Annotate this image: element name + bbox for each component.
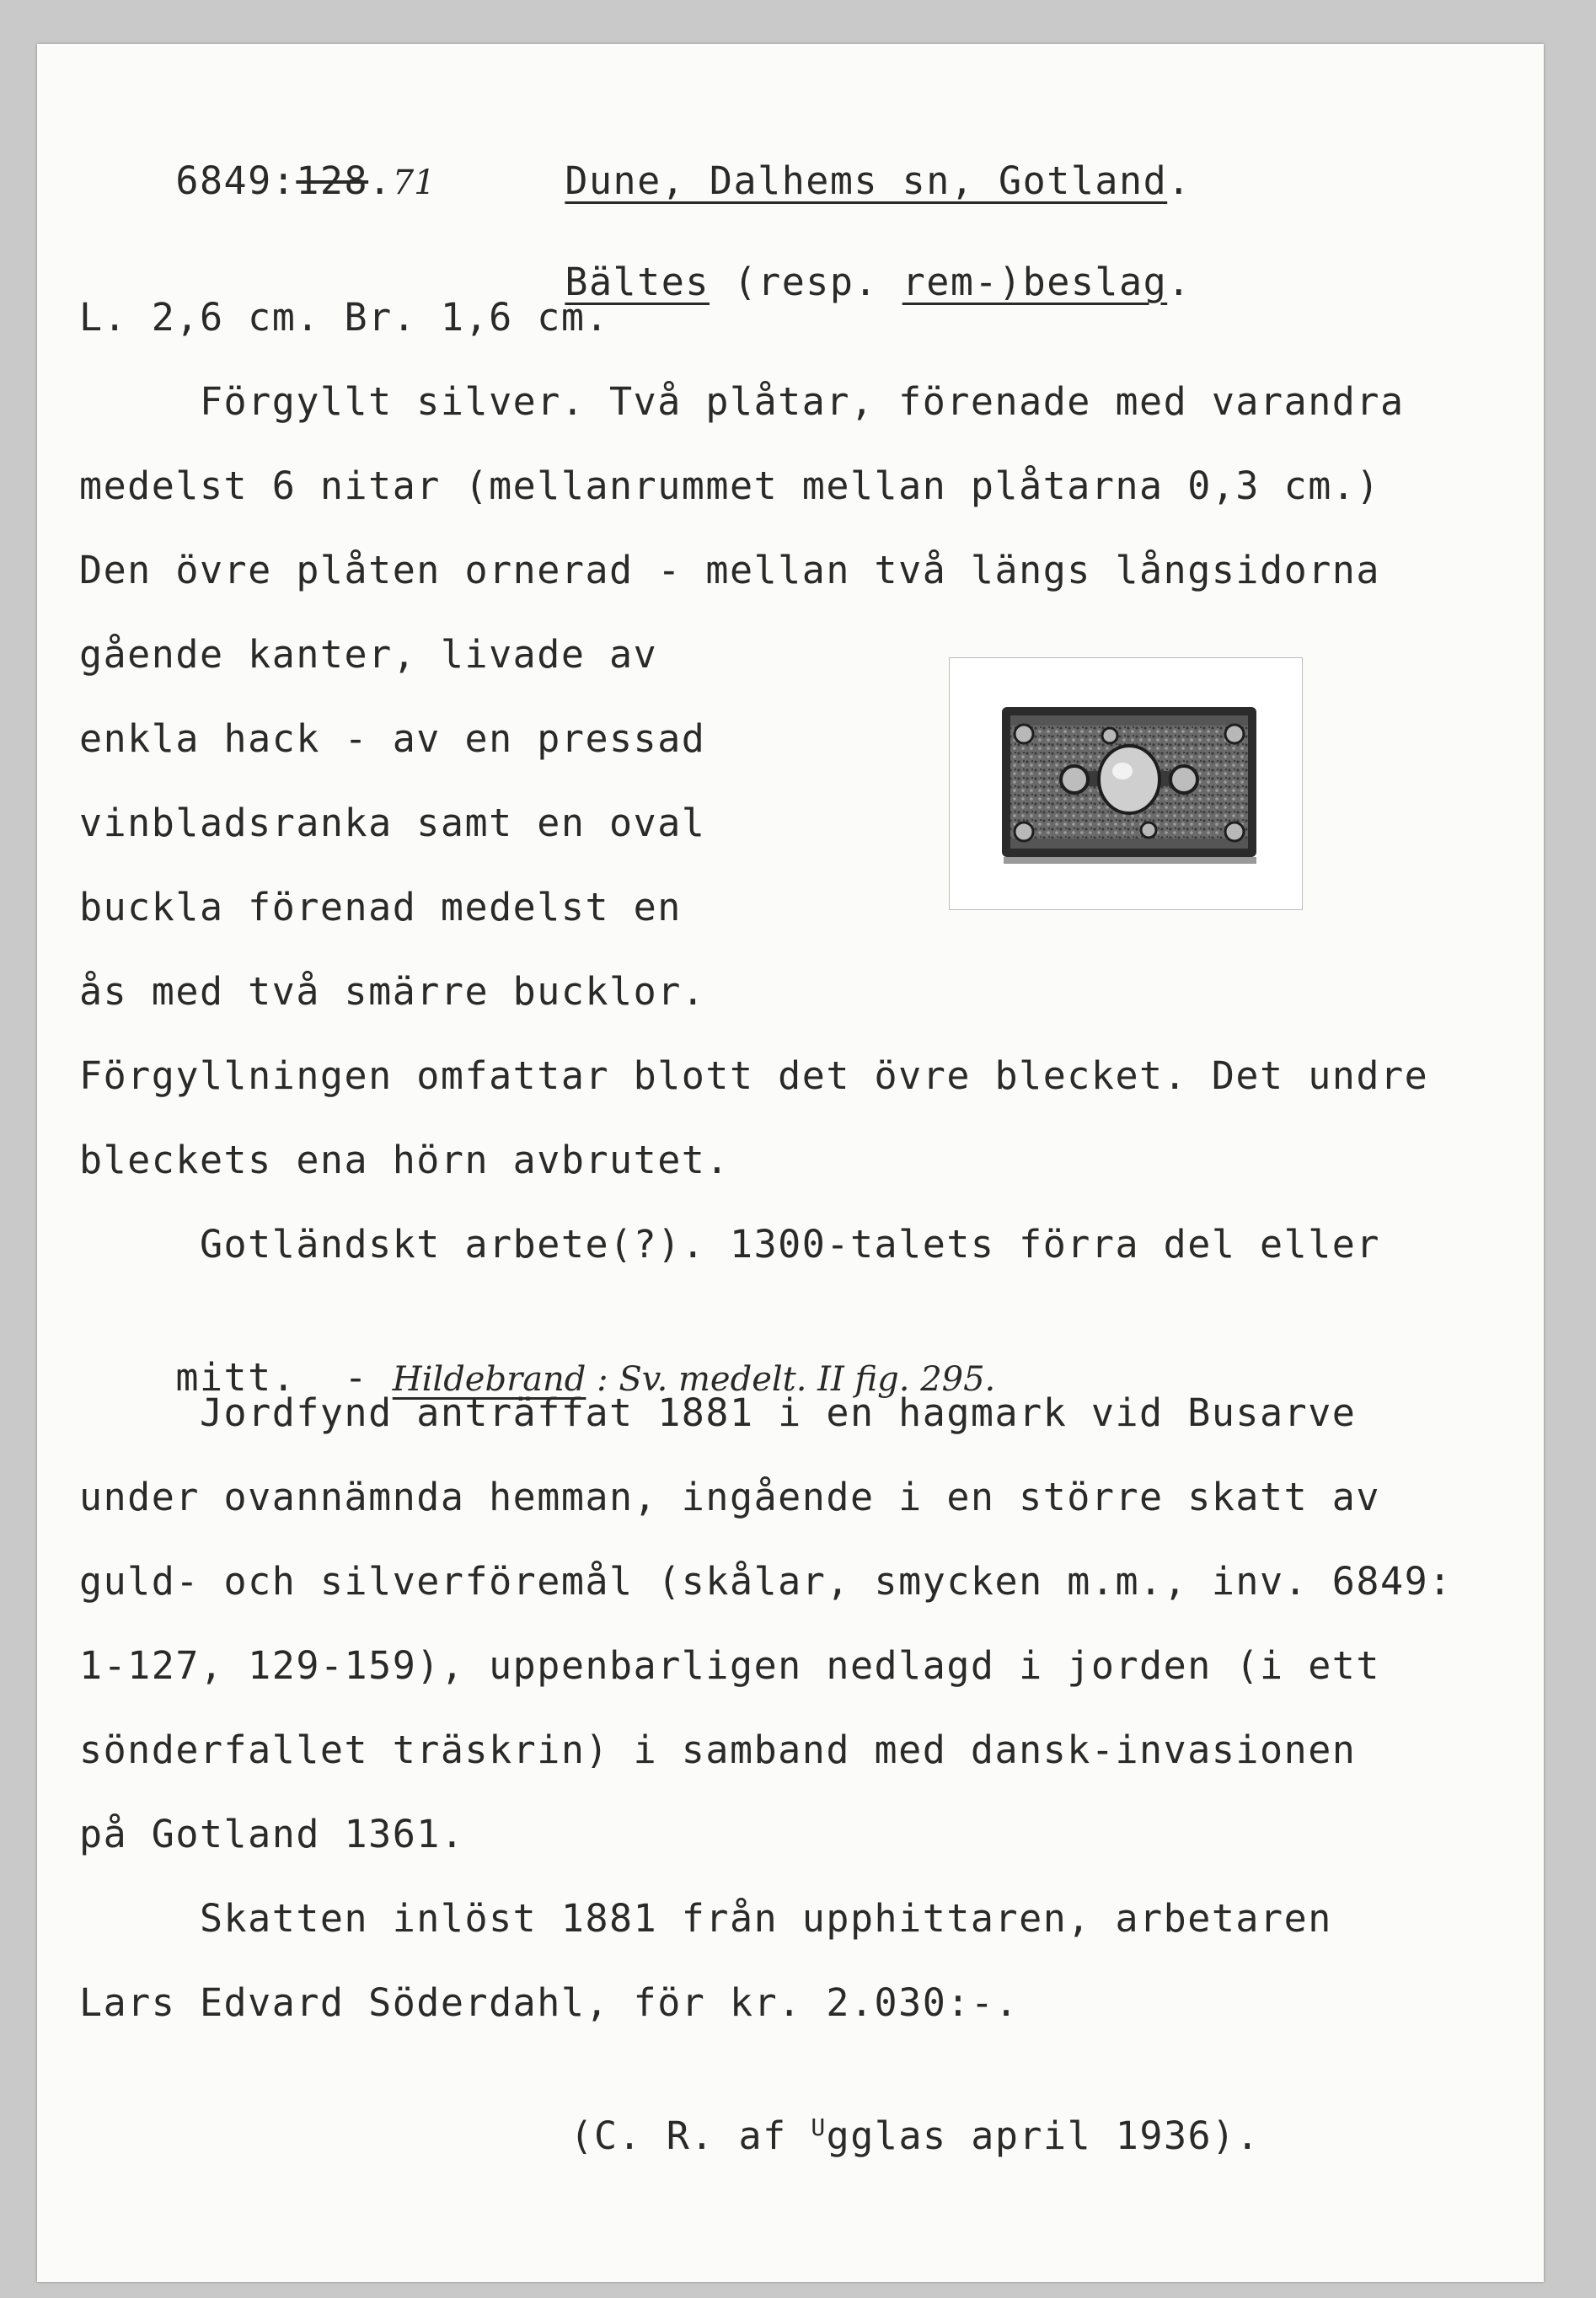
body-line: Förgyllningen omfattar blott det övre blecket. Det undre — [79, 1053, 1429, 1098]
find-location: Dune, Dalhems sn, Gotland — [565, 158, 1168, 203]
inventory-number-struck: 128 — [296, 158, 369, 203]
reference-typed: mitt. - — [175, 1355, 393, 1400]
find-line: Skatten inlöst 1881 från upphittaren, arbetaren — [79, 1896, 1332, 1941]
body-line: ås med två smärre bucklor. — [79, 969, 706, 1014]
mount-boss-highlight — [1112, 763, 1133, 779]
mount-small-boss-left — [1061, 766, 1088, 793]
object-title-main: Bältes — [565, 260, 710, 304]
reference-citation: : Sv. medelt. II fig. 295. — [586, 1360, 996, 1399]
body-line: bleckets ena hörn avbrutet. — [79, 1138, 730, 1182]
belt-mount-image — [950, 658, 1302, 909]
find-line: under ovannämnda hemman, ingående i en större skatt av — [79, 1475, 1380, 1519]
object-title-paren: (resp. — [709, 260, 902, 304]
catalog-card — [37, 44, 1544, 2282]
header-line — [79, 108, 436, 256]
object-title-alt: rem-)beslag — [902, 260, 1168, 304]
find-line: Lars Edvard Söderdahl, för kr. 2.030:-. — [79, 1980, 1020, 2025]
find-line: på Gotland 1361. — [79, 1812, 465, 1856]
mount-oval-boss — [1099, 746, 1160, 813]
mount-edge-top — [1010, 715, 1248, 726]
find-line: Jordfynd anträffat 1881 i en hagmark vid Busarve — [79, 1390, 1357, 1435]
mount-edge-bottom — [1010, 838, 1248, 849]
reference-author: Hildebrand — [392, 1360, 586, 1399]
object-photograph — [949, 657, 1303, 910]
body-line: Förgyllt silver. Två plåtar, förenade med varandra — [79, 379, 1405, 424]
body-line: Den övre plåten ornerad - mellan två längs långsidorna — [79, 548, 1380, 592]
find-line: guld- och silverföremål (skålar, smycken m.m., inv. 6849: — [79, 1559, 1453, 1604]
body-line: Gotländskt arbete(?). 1300-talets förra del eller — [79, 1222, 1380, 1267]
location-line: Dune, Dalhems sn, Gotland. — [565, 158, 1192, 203]
inventory-number: 6849: — [175, 158, 297, 203]
find-line: sönderfallet träskrin) i samband med dansk-invasionen — [79, 1728, 1357, 1772]
object-title: Bältes (resp. rem-)beslag. — [565, 260, 1192, 304]
inventory-number-handwritten: 71 — [392, 163, 436, 202]
body-line: buckla förenad medelst en — [79, 885, 682, 929]
mount-lower-plate — [1004, 857, 1256, 864]
body-line: medelst 6 nitar (mellanrummet mellan plåtarna 0,3 cm.) — [79, 463, 1380, 508]
body-line: vinbladsranka samt en oval — [79, 801, 706, 845]
inventory-separator: . — [368, 158, 393, 203]
body-line: gående kanter, livade av — [79, 632, 658, 677]
measurements: L. 2,6 cm. Br. 1,6 cm. — [79, 295, 610, 340]
signature: (C. R. af $^U$gglas april 1936). — [570, 2113, 1261, 2158]
mount-small-boss-right — [1170, 766, 1197, 793]
find-line: 1-127, 129-159), uppenbarligen nedlagd i jorden (i ett — [79, 1643, 1380, 1688]
body-line: enkla hack - av en pressad — [79, 716, 706, 761]
